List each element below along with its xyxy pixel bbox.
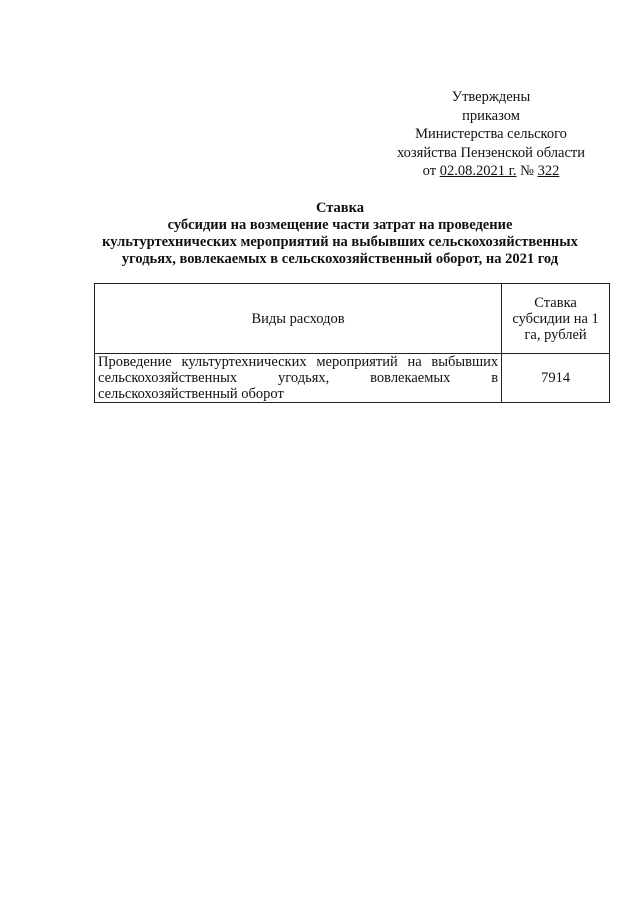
title-line-4: угодьях, вовлекаемых в сельскохозяйственный оборот, на 2021 год <box>121 251 559 267</box>
approval-line-ministry: Министерства сельского <box>415 126 567 142</box>
approval-line-region: хозяйства Пензенской области <box>396 144 586 161</box>
title-line-3: культуртехнических мероприятий на выбывших сельскохозяйственных <box>102 234 578 250</box>
approval-number: 322 <box>537 163 560 179</box>
subsidy-rate-table <box>94 283 610 403</box>
table-row <box>95 354 610 403</box>
approval-line-order: приказом <box>462 107 520 124</box>
approval-number-prefix: № <box>516 163 538 179</box>
cell-expense-type: Проведение культуртехнических мероприятий на выбывших сельскохозяйственных угодьях, вовлекаемых в сельскохозяйственный оборот <box>95 354 502 403</box>
document-title <box>60 200 620 268</box>
approval-line-approved: Утверждены <box>451 89 531 105</box>
approval-line-date <box>372 162 610 181</box>
header-subsidy-rate: Ставка субсидии на 1 га, рублей <box>502 284 610 354</box>
header-expense-type: Виды расходов <box>95 284 502 354</box>
table-header-row <box>95 284 610 354</box>
cell-subsidy-rate: 7914 <box>502 354 610 403</box>
approval-date: 02.08.2021 г. <box>439 163 517 179</box>
approval-block <box>372 88 610 181</box>
title-line-1: Ставка <box>315 200 365 216</box>
title-line-2: субсидии на возмещение части затрат на проведение <box>167 217 513 233</box>
approval-date-prefix: от <box>422 163 440 179</box>
